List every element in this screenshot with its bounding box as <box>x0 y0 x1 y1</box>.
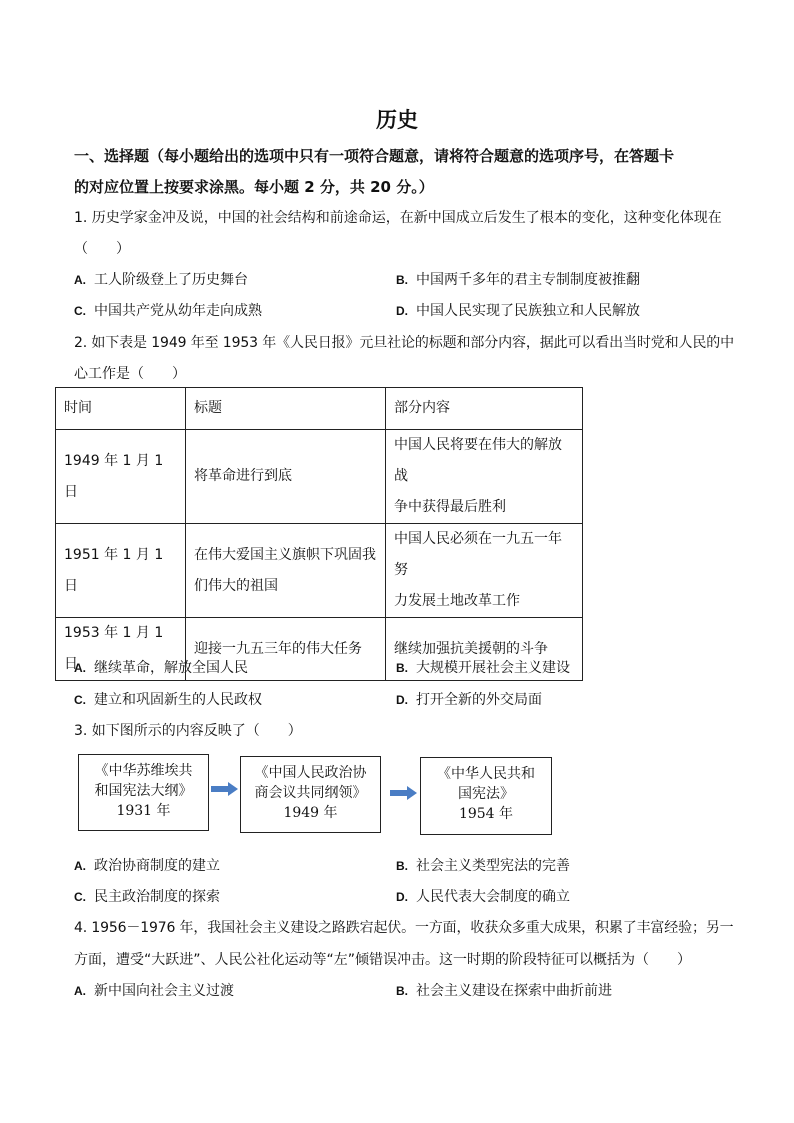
date-cell: 1949 年 1 月 1 日 <box>56 430 186 524</box>
header-cell: 时间 <box>56 388 186 430</box>
flow-box-1949 <box>240 756 381 833</box>
q1-option-d: D. 中国人民实现了民族独立和人民解放 <box>396 303 640 319</box>
date-cell: 1953 年 1 月 1 日 <box>56 618 186 681</box>
table-row <box>56 430 583 524</box>
q2-option-a: A. 继续革命，解放全国人民 <box>74 660 248 676</box>
question-4-stem: 4. 1956－1976 年，我国社会主义建设之路跌宕起伏。一方面，收获众多重大成果，积累了丰富经验；另一 <box>74 920 734 936</box>
q2-option-d: D. 打开全新的外交局面 <box>396 692 542 708</box>
q3-option-a: A. 政治协商制度的建立 <box>74 858 220 874</box>
question-3-stem: 3. 如下图所示的内容反映了（ ） <box>74 723 302 739</box>
date-cell: 1951 年 1 月 1 日 <box>56 524 186 618</box>
content-cell: 继续加强抗美援朝的斗争 <box>386 618 583 681</box>
title-cell: 在伟大爱国主义旗帜下巩固我 们伟大的祖国 <box>186 524 386 618</box>
header-cell: 部分内容 <box>386 388 583 430</box>
flow-box-1931 <box>78 754 209 831</box>
flow-box-line: 《中国人民政治协 <box>254 765 367 781</box>
title-cell: 迎接一九五三年的伟大任务 <box>186 618 386 681</box>
flow-box-line: 和国宪法大纲》 <box>94 783 193 799</box>
section-heading-line2: 的对应位置上按要求涂黑。每小题 2 分，共 20 分。） <box>74 178 434 196</box>
title-cell: 将革命进行到底 <box>186 430 386 524</box>
flow-arrow-icon <box>211 782 238 796</box>
question-2-stem-cont: 心工作是（ ） <box>74 366 186 382</box>
flow-box-line: 商会议共同纲领》 <box>254 785 367 801</box>
q1-option-c: C. 中国共产党从幼年走向成熟 <box>74 303 262 319</box>
flow-box-year: 1954 年 <box>458 806 514 822</box>
question-4-stem-cont: 方面，遭受“大跃进”、人民公社化运动等“左”倾错误冲击。这一时期的阶段特征可以概括为（ ） <box>74 952 692 968</box>
content-cell: 中国人民将要在伟大的解放战 争中获得最后胜利 <box>386 430 583 524</box>
flow-box-line: 《中华人民共和 <box>437 766 535 782</box>
q3-option-b: B. 社会主义类型宪法的完善 <box>396 858 570 874</box>
flow-box-line: 国宪法》 <box>458 786 514 802</box>
flow-arrow-icon <box>390 786 417 800</box>
page-title: 历史 <box>376 108 418 132</box>
q3-option-d: D. 人民代表大会制度的确立 <box>396 889 570 905</box>
table-header-row <box>56 388 583 430</box>
q4-option-a: A. 新中国向社会主义过渡 <box>74 983 234 999</box>
section-heading-line1: 一、选择题（每小题给出的选项中只有一项符合题意，请将符合题意的选项序号，在答题卡 <box>74 147 675 165</box>
q2-option-b: B. 大规模开展社会主义建设 <box>396 660 570 676</box>
question-2-stem: 2. 如下表是 1949 年至 1953 年《人民日报》元旦社论的标题和部分内容，据此可以看出当时党和人民的中 <box>74 335 734 351</box>
q2-option-c: C. 建立和巩固新生的人民政权 <box>74 692 262 708</box>
editorial-table <box>55 387 583 681</box>
flow-box-year: 1949 年 <box>283 805 338 821</box>
q3-option-c: C. 民主政治制度的探索 <box>74 889 220 905</box>
flow-box-1954 <box>420 757 552 835</box>
q4-option-b: B. 社会主义建设在探索中曲折前进 <box>396 983 612 999</box>
question-1-stem: 1. 历史学家金冲及说，中国的社会结构和前途命运，在新中国成立后发生了根本的变化，这种变化体现在 <box>74 210 722 226</box>
header-cell: 标题 <box>186 388 386 430</box>
content-cell: 中国人民必须在一九五一年努 力发展土地改革工作 <box>386 524 583 618</box>
table-row <box>56 524 583 618</box>
flow-box-line: 《中华苏维埃共 <box>94 763 193 779</box>
question-1-stem-cont: （ ） <box>74 241 130 257</box>
q1-option-b: B. 中国两千多年的君主专制制度被推翻 <box>396 272 640 288</box>
flow-box-year: 1931 年 <box>116 803 171 819</box>
q1-option-a: A. 工人阶级登上了历史舞台 <box>74 272 248 288</box>
